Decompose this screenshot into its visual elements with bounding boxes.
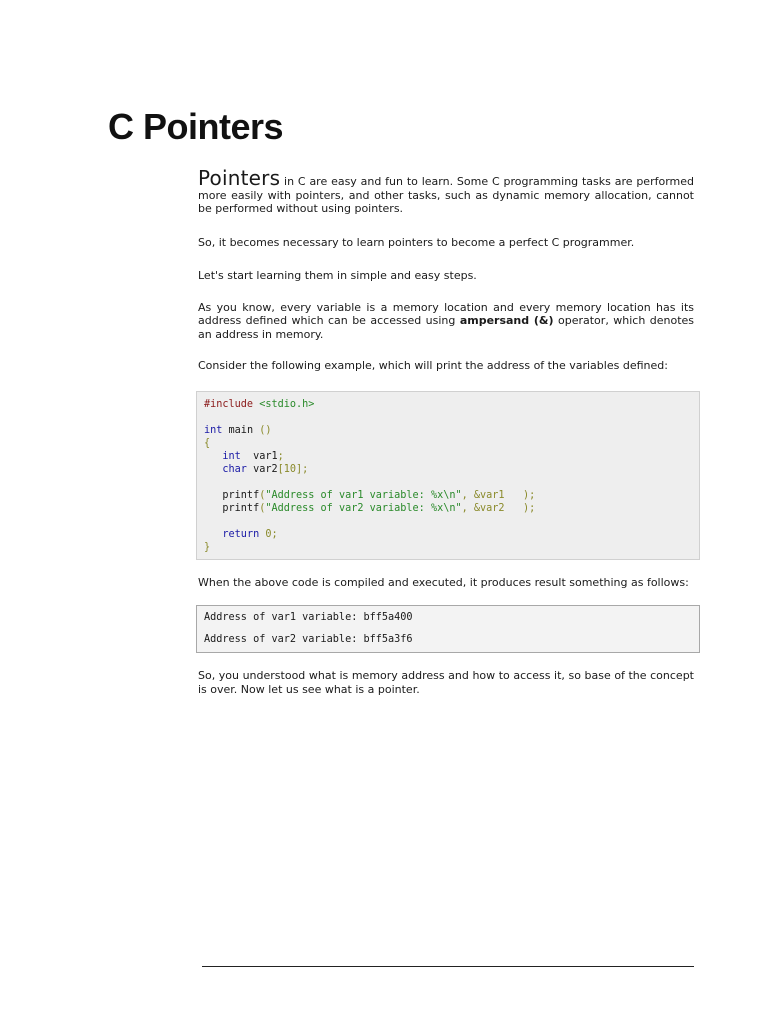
- code-token-string: "Address of var1 variable: %x\n": [265, 489, 462, 501]
- article-body: [198, 166, 695, 696]
- code-example: [196, 391, 700, 560]
- footer-divider: [202, 966, 694, 967]
- paragraph-memory-text-a: As you know, every variable is a memory location and every memory location has its address defined which can be accessed using: [198, 300, 694, 327]
- code-line-blank: [204, 476, 692, 489]
- code-token-paren-close: );: [522, 489, 536, 501]
- code-token-bracket-close: ];: [296, 463, 309, 475]
- code-token-paren: (: [259, 489, 266, 501]
- code-line-blank: [204, 515, 692, 528]
- program-output: [196, 605, 700, 653]
- code-line-main: [204, 424, 692, 437]
- output-line-1: Address of var1 variable: bff5a400: [204, 612, 413, 623]
- paragraph-output-intro: When the above code is compiled and executed, it produces result something as follows:: [198, 575, 689, 589]
- code-token-paren-close: );: [522, 502, 536, 514]
- code-token-paren: (: [259, 502, 266, 514]
- paragraph-memory-location: [198, 301, 694, 342]
- code-line-return: [204, 528, 692, 541]
- output-line-2: Address of var2 variable: bff5a3f6: [204, 634, 413, 645]
- code-token-args: , &var1: [461, 489, 523, 501]
- code-token-var2: var2: [246, 463, 278, 475]
- code-line-var1: [204, 450, 692, 463]
- intro-text: in C are easy and fun to learn. Some C programming tasks are performed more easily with pointers, and other tasks, such as dynamic memory allocation, cannot be performed without using pointers.: [198, 175, 694, 215]
- paragraph-example-intro: Consider the following example, which will print the address of the variables defined:: [198, 359, 668, 372]
- code-token-semicolon: ;: [277, 450, 284, 462]
- code-line-blank: [204, 411, 692, 424]
- code-token-main: main: [222, 424, 260, 436]
- code-line-printf-1: [204, 489, 692, 502]
- code-token-string: "Address of var2 variable: %x\n": [265, 502, 462, 514]
- code-token-include: #include: [204, 398, 254, 410]
- code-indent: [204, 464, 222, 475]
- code-token-number: 10: [283, 463, 297, 475]
- code-token-semicolon: ;: [271, 528, 278, 540]
- code-token-char: char: [222, 463, 247, 475]
- code-token-int: int: [222, 450, 241, 462]
- code-token-brace: {: [204, 437, 211, 449]
- page-title: C Pointers: [108, 106, 284, 147]
- code-token-brace: }: [204, 541, 211, 553]
- code-indent: [204, 529, 222, 540]
- code-line-var2: [204, 463, 692, 476]
- intro-paragraph: [198, 166, 694, 216]
- code-token-printf: printf: [204, 502, 260, 514]
- code-token-return: return: [222, 528, 260, 540]
- code-line-brace-close: [204, 541, 692, 554]
- code-line-printf-2: [204, 502, 692, 515]
- paragraph-memory-text-b: operator, which denotes an address in memory.: [198, 314, 695, 341]
- paragraph-conclusion: So, you understood what is memory address and how to access it, so base of the concept is over. Now let us see what is a pointer.: [198, 669, 694, 696]
- code-token-var1: var1: [240, 450, 278, 462]
- code-indent: [204, 451, 222, 462]
- code-token-header: <stdio.h>: [253, 398, 315, 410]
- code-token-number: 0: [259, 528, 272, 540]
- intro-lead-word: Pointers: [198, 166, 281, 190]
- ampersand-operator-term: ampersand (&): [459, 314, 554, 327]
- code-line-include: [204, 398, 692, 411]
- code-token-parens: (): [259, 424, 272, 436]
- code-token-int: int: [204, 424, 223, 436]
- code-token-bracket: [: [277, 463, 284, 475]
- code-token-printf: printf: [204, 489, 260, 501]
- code-token-args: , &var2: [461, 502, 523, 514]
- paragraph-necessity: So, it becomes necessary to learn pointers to become a perfect C programmer.: [198, 235, 635, 249]
- code-line-brace-open: [204, 437, 692, 450]
- paragraph-start: Let's start learning them in simple and easy steps.: [198, 269, 477, 282]
